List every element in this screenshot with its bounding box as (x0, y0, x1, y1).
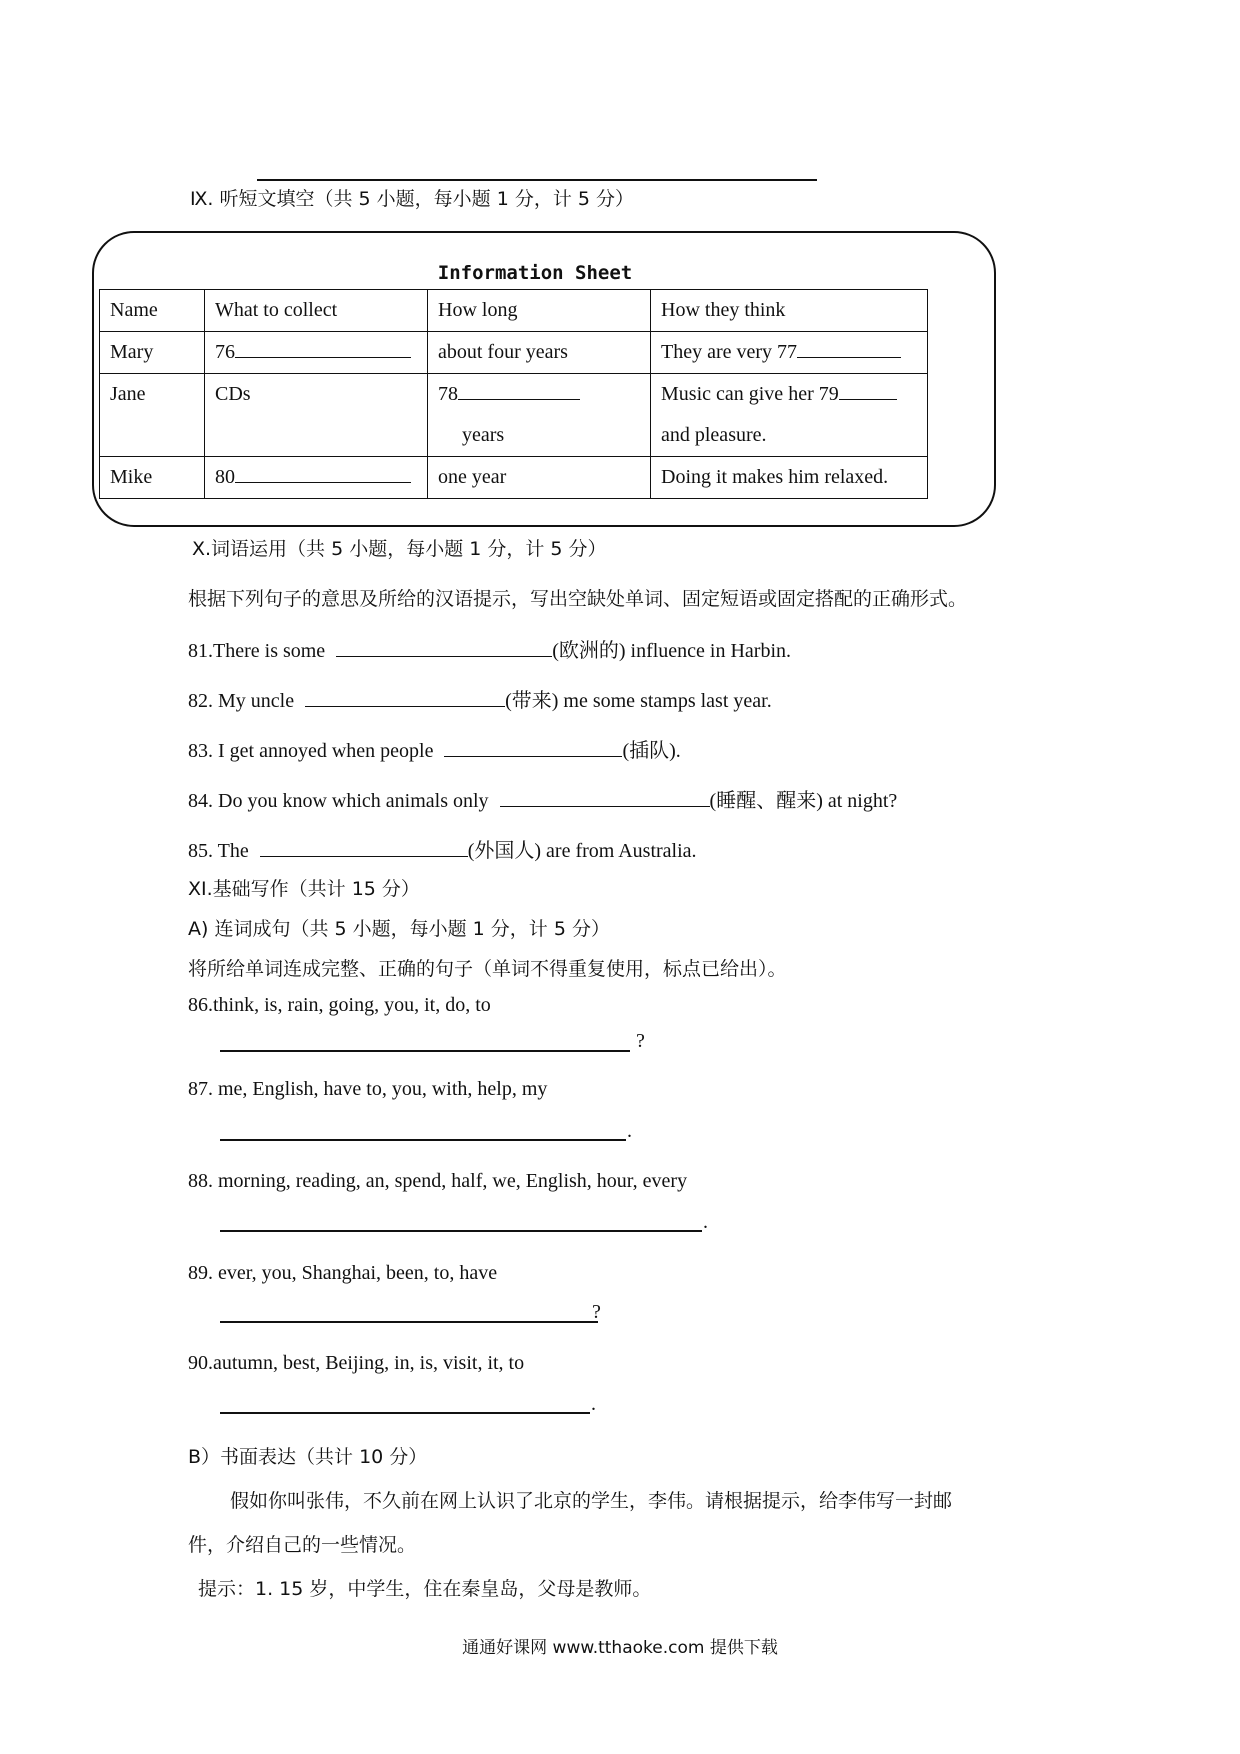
header-think: How they think (651, 290, 928, 332)
part-b-prompt-line1: 假如你叫张伟，不久前在网上认识了北京的学生，李伟。请根据提示，给李伟写一封邮 (230, 1490, 953, 1512)
part-b-prompt-line2: 件，介绍自己的一些情况。 (188, 1534, 417, 1556)
answer-line-87[interactable] (220, 1139, 626, 1141)
answer-blank-79[interactable] (839, 377, 897, 400)
question-86-words: 86.think, is, rain, going, you, it, do, to (188, 994, 491, 1016)
info-sheet-title: Information Sheet (437, 262, 633, 284)
question-89-words: 89. ever, you, Shanghai, been, to, have (188, 1262, 498, 1284)
question-89-punct: ? (592, 1301, 601, 1323)
section11-heading: XI.基础写作（共计 15 分） (188, 878, 420, 900)
question-87-words: 87. me, English, have to, you, with, help, my (188, 1078, 548, 1100)
row-how-long: about four years (428, 332, 651, 374)
question-82: 82. My uncle (带来) me some stamps last year. (188, 684, 772, 713)
question-83: 83. I get annoyed when people (插队). (188, 734, 681, 763)
question-88-punct: . (703, 1211, 708, 1233)
part-b-heading: B）书面表达（共计 10 分） (188, 1446, 428, 1468)
question-86-punct: ? (636, 1030, 645, 1052)
answer-blank-80[interactable] (235, 460, 411, 483)
table-header-row (100, 290, 928, 332)
table-row (100, 374, 928, 457)
question-85: 85. The (外国人) are from Australia. (188, 834, 697, 863)
row-how-long: one year (428, 457, 651, 499)
row-think: They are very 77 (651, 332, 928, 374)
top-rule (257, 179, 817, 181)
table-row (100, 457, 928, 499)
row-collect: 80 (205, 457, 428, 499)
row-name: Jane (100, 374, 205, 457)
section9-heading: Ⅸ. 听短文填空（共 5 小题，每小题 1 分，计 5 分） (190, 188, 635, 210)
answer-blank-76[interactable] (235, 335, 411, 358)
row-think: Doing it makes him relaxed. (651, 457, 928, 499)
question-87-punct: . (627, 1120, 632, 1142)
row-collect: CDs (205, 374, 428, 457)
answer-line-86[interactable] (220, 1050, 630, 1052)
answer-line-89[interactable] (220, 1321, 598, 1323)
question-90-punct: . (591, 1393, 596, 1415)
info-sheet-table (99, 289, 928, 499)
header-name: Name (100, 290, 205, 332)
part-a-instruction: 将所给单词连成完整、正确的句子（单词不得重复使用，标点已给出）。 (188, 958, 787, 980)
answer-blank-77[interactable] (797, 335, 901, 358)
row-collect: 76 (205, 332, 428, 374)
page-footer: 通通好课网 www.tthaoke.com 提供下载 (462, 1638, 778, 1658)
header-collect: What to collect (205, 290, 428, 332)
question-90-words: 90.autumn, best, Beijing, in, is, visit, it, to (188, 1352, 525, 1374)
answer-line-88[interactable] (220, 1230, 702, 1232)
part-b-hint: 提示：1. 15 岁，中学生，住在秦皇岛，父母是教师。 (198, 1578, 652, 1600)
answer-blank-84[interactable] (500, 784, 710, 807)
row-think: Music can give her 79 and pleasure. (651, 374, 928, 457)
row-how-long: 78years (428, 374, 651, 457)
answer-line-90[interactable] (220, 1412, 590, 1414)
row-name: Mike (100, 457, 205, 499)
question-81: 81.There is some (欧洲的) influence in Harbin. (188, 634, 791, 663)
answer-blank-85[interactable] (260, 834, 468, 857)
section10-instruction: 根据下列句子的意思及所给的汉语提示，写出空缺处单词、固定短语或固定搭配的正确形式。 (188, 588, 968, 610)
header-how-long: How long (428, 290, 651, 332)
answer-blank-78[interactable] (458, 377, 580, 400)
table-row (100, 332, 928, 374)
section10-heading: Ⅹ.词语运用（共 5 小题，每小题 1 分，计 5 分） (192, 538, 607, 560)
answer-blank-83[interactable] (444, 734, 622, 757)
answer-blank-81[interactable] (336, 634, 552, 657)
question-88-words: 88. morning, reading, an, spend, half, we, English, hour, every (188, 1170, 688, 1192)
part-a-heading: A) 连词成句（共 5 小题，每小题 1 分，计 5 分） (188, 918, 610, 940)
row-name: Mary (100, 332, 205, 374)
answer-blank-82[interactable] (305, 684, 505, 707)
question-84: 84. Do you know which animals only (睡醒、醒来) at night? (188, 784, 897, 813)
